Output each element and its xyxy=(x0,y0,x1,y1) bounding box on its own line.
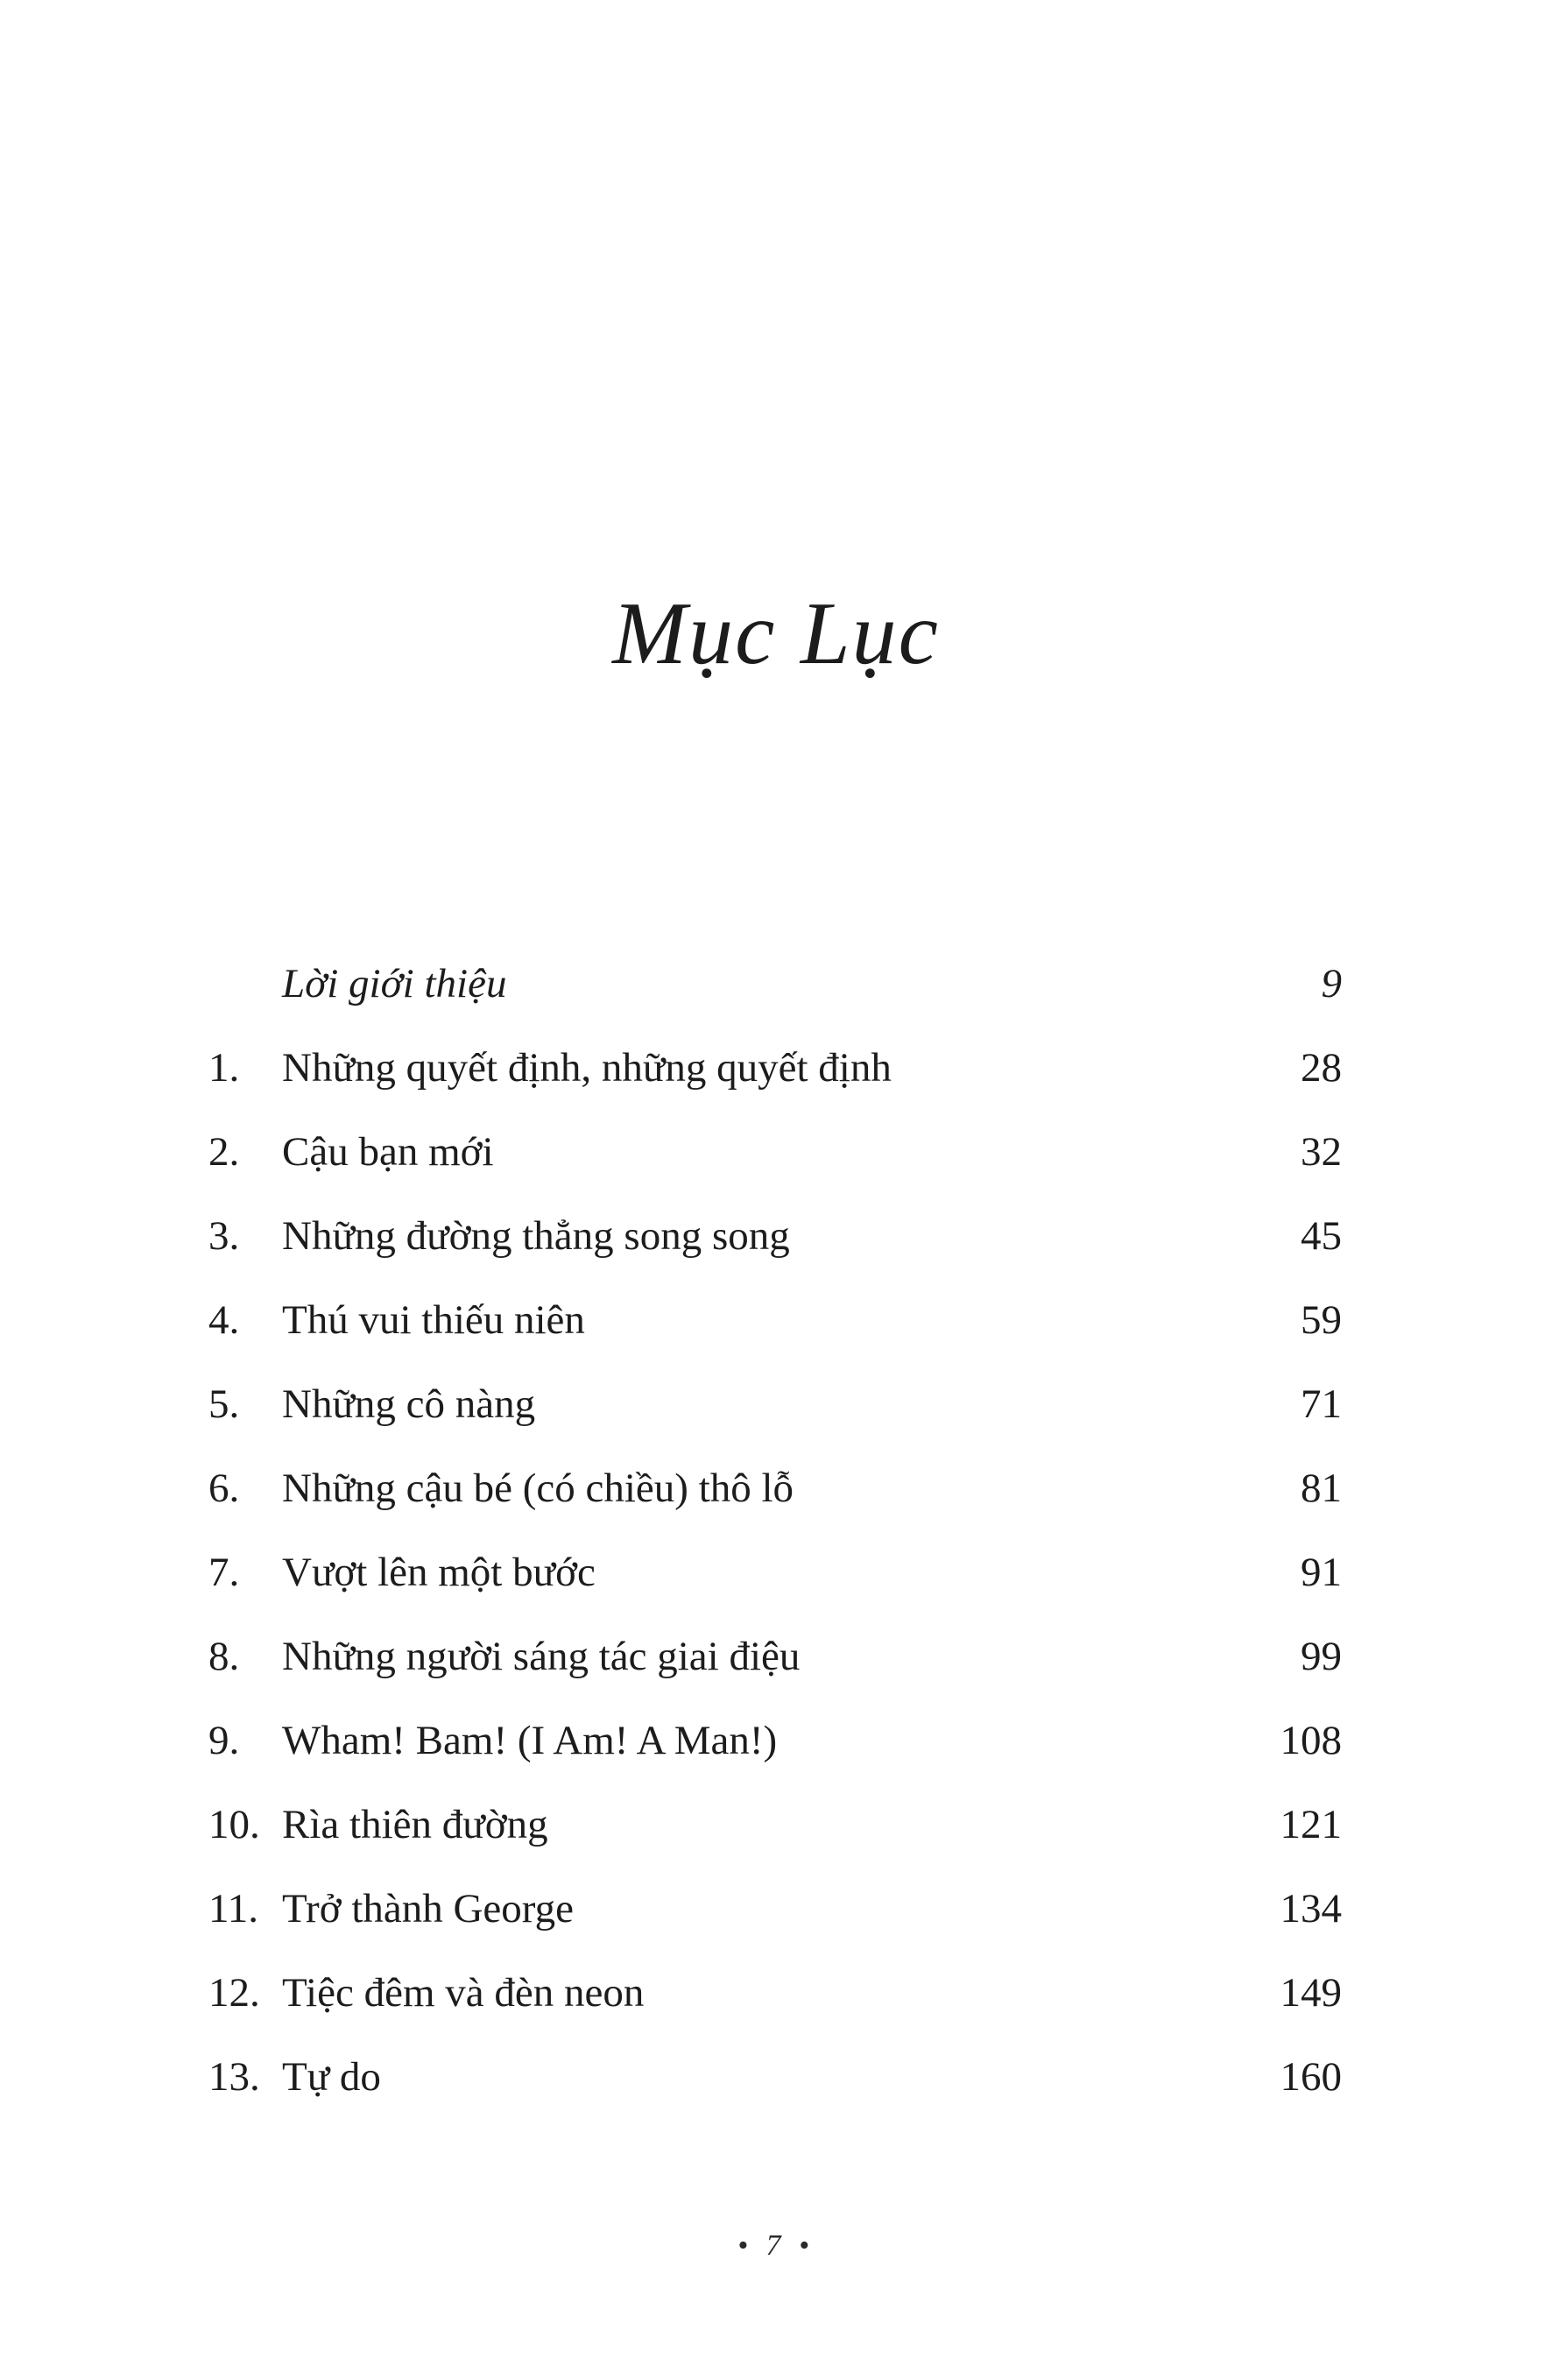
toc-item-page: 32 xyxy=(1301,1129,1342,1175)
toc-list xyxy=(208,942,1342,2119)
toc-row xyxy=(208,1867,1342,1951)
toc-item-page: 91 xyxy=(1301,1550,1342,1595)
toc-intro-row xyxy=(208,942,1342,1026)
toc-item-number: 2. xyxy=(208,1129,240,1175)
toc-item-page: 160 xyxy=(1280,2054,1342,2100)
toc-item-number: 10. xyxy=(208,1802,260,1847)
page-title: Mục Lục xyxy=(612,584,940,683)
toc-row xyxy=(208,1951,1342,2035)
toc-item-page: 59 xyxy=(1301,1297,1342,1343)
toc-item-label: Trở thành George xyxy=(282,1886,574,1932)
toc-item-label: Vượt lên một bước xyxy=(282,1550,596,1595)
toc-item-label: Wham! Bam! (I Am! A Man!) xyxy=(282,1718,778,1763)
toc-row xyxy=(208,2035,1342,2119)
toc-item-page: 9 xyxy=(1321,961,1342,1006)
toc-row xyxy=(208,1698,1342,1783)
toc-item-label: Lời giới thiệu xyxy=(282,961,507,1006)
toc-item-page: 149 xyxy=(1280,1970,1342,2016)
toc-item-label: Những đường thẳng song song xyxy=(282,1213,790,1259)
page-number-footer: • 7 • xyxy=(737,2229,815,2262)
toc-items-container xyxy=(208,1026,1342,2119)
toc-item-label: Tự do xyxy=(282,2054,381,2100)
toc-item-number: 1. xyxy=(208,1045,240,1091)
toc-row xyxy=(208,1362,1342,1446)
toc-item-label: Những cô nàng xyxy=(282,1381,536,1427)
toc-item-number: 13. xyxy=(208,2054,260,2100)
toc-item-page: 99 xyxy=(1301,1634,1342,1679)
toc-item-page: 71 xyxy=(1301,1381,1342,1427)
toc-item-label: Thú vui thiếu niên xyxy=(282,1297,585,1343)
toc-row xyxy=(208,1614,1342,1698)
toc-item-number: 4. xyxy=(208,1297,240,1343)
toc-item-number: 9. xyxy=(208,1718,240,1763)
toc-item-label: Những cậu bé (có chiều) thô lỗ xyxy=(282,1465,794,1511)
toc-item-page: 81 xyxy=(1301,1465,1342,1511)
toc-row xyxy=(208,1194,1342,1278)
toc-item-page: 134 xyxy=(1280,1886,1342,1932)
toc-item-label: Tiệc đêm và đèn neon xyxy=(282,1970,645,2016)
toc-item-number: 11. xyxy=(208,1886,259,1932)
toc-row xyxy=(208,1026,1342,1110)
toc-item-label: Những quyết định, những quyết định xyxy=(282,1045,892,1091)
toc-item-label: Rìa thiên đường xyxy=(282,1802,548,1847)
toc-item-page: 28 xyxy=(1301,1045,1342,1091)
toc-item-number: 5. xyxy=(208,1381,240,1427)
toc-row xyxy=(208,1278,1342,1362)
toc-item-page: 108 xyxy=(1280,1718,1342,1763)
toc-item-label: Cậu bạn mới xyxy=(282,1129,494,1175)
toc-row xyxy=(208,1530,1342,1614)
toc-item-page: 121 xyxy=(1280,1802,1342,1847)
toc-item-number: 12. xyxy=(208,1970,260,2016)
toc-item-label: Những người sáng tác giai điệu xyxy=(282,1634,801,1679)
toc-item-number: 6. xyxy=(208,1465,240,1511)
toc-item-number: 3. xyxy=(208,1213,240,1259)
toc-row xyxy=(208,1110,1342,1194)
toc-row xyxy=(208,1783,1342,1867)
toc-row xyxy=(208,1446,1342,1530)
toc-item-number: 7. xyxy=(208,1550,240,1595)
toc-item-number: 8. xyxy=(208,1634,240,1679)
toc-item-page: 45 xyxy=(1301,1213,1342,1259)
